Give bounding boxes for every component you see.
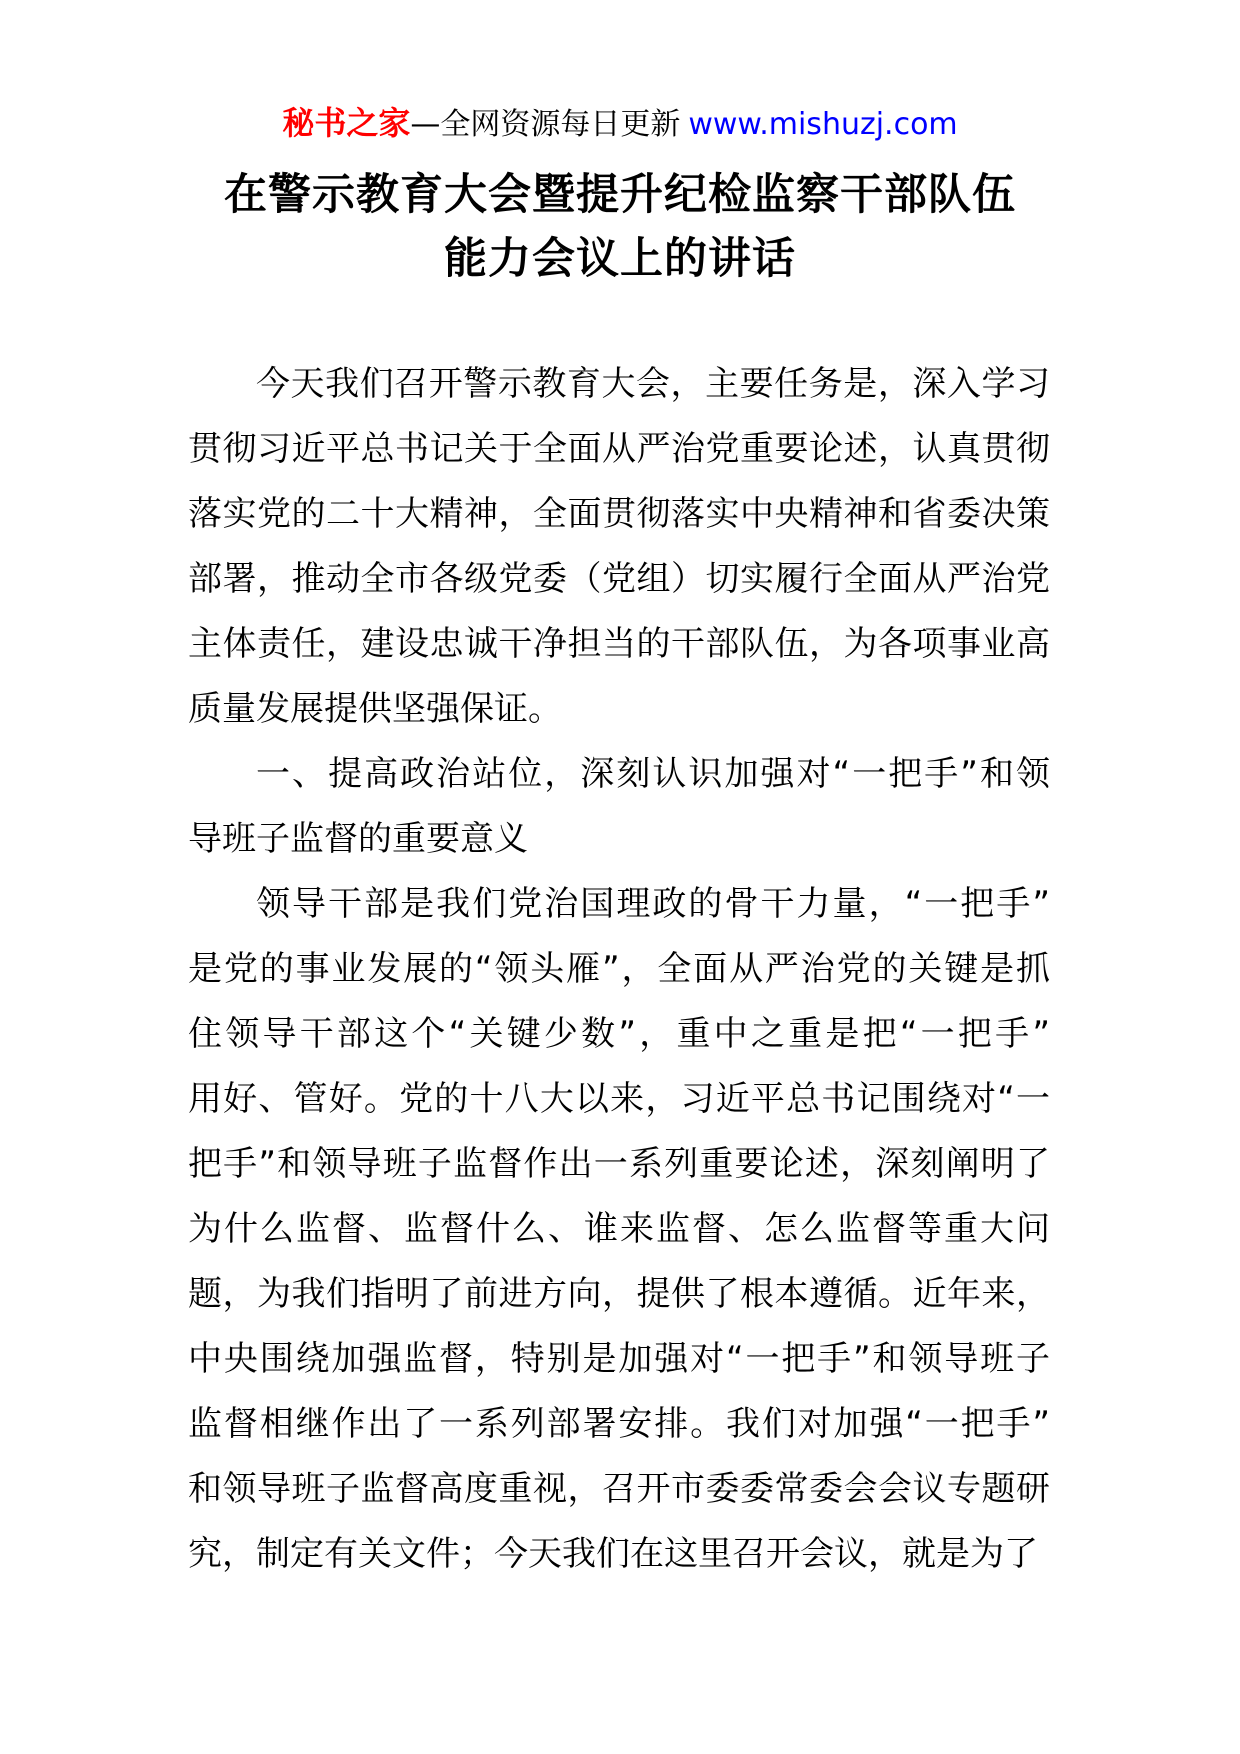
- section-paragraph-line: 监督相继作出了一系列部署安排。我们对加强“一把手”: [188, 1404, 1050, 1444]
- section-paragraph-line: 把手”和领导班子监督作出一系列重要论述，深刻阐明了: [188, 1144, 1050, 1184]
- section-paragraph-line: 是党的事业发展的“领头雁”，全面从严治党的关键是抓: [188, 949, 1050, 989]
- site-brand: 秘书之家: [282, 104, 411, 142]
- site-url: www.mishuzj.com: [688, 107, 958, 142]
- intro-paragraph-line: 贯彻习近平总书记关于全面从严治党重要论述，认真贯彻: [188, 429, 1050, 469]
- section-paragraph-line: 为什么监督、监督什么、谁来监督、怎么监督等重大问: [188, 1209, 1050, 1249]
- section-heading-line: 导班子监督的重要意义: [188, 819, 528, 859]
- section-paragraph-line: 究，制定有关文件；今天我们在这里召开会议，就是为了: [188, 1534, 1038, 1574]
- document-title-line: 能力会议上的讲话: [444, 234, 796, 284]
- site-banner: [0, 103, 1240, 143]
- section-heading-line: 一、提高政治站位，深刻认识加强对“一把手”和领: [256, 754, 1050, 794]
- document-title-line: 在警示教育大会暨提升纪检监察干部队伍: [224, 170, 1016, 220]
- intro-paragraph-line: 部署，推动全市各级党委（党组）切实履行全面从严治党: [188, 559, 1050, 599]
- intro-paragraph-line: 主体责任，建设忠诚干净担当的干部队伍，为各项事业高: [188, 624, 1050, 664]
- section-paragraph-line: 住领导干部这个“关键少数”，重中之重是把“一把手”: [188, 1014, 1050, 1054]
- document-title: [0, 163, 1240, 291]
- document-body: [188, 352, 1050, 1587]
- intro-paragraph-line: 质量发展提供坚强保证。: [188, 689, 562, 729]
- section-paragraph-line: 领导干部是我们党治国理政的骨干力量，“一把手”: [256, 884, 1050, 924]
- section-paragraph-line: 和领导班子监督高度重视，召开市委委常委会会议专题研: [188, 1469, 1050, 1509]
- intro-paragraph-line: 今天我们召开警示教育大会，主要任务是，深入学习: [256, 364, 1050, 404]
- intro-paragraph-line: 落实党的二十大精神，全面贯彻落实中央精神和省委决策: [188, 494, 1050, 534]
- section-paragraph: [188, 872, 1050, 1587]
- section-heading: [188, 742, 1050, 872]
- site-tagline: —全网资源每日更新: [410, 107, 681, 142]
- section-paragraph-line: 中央围绕加强监督，特别是加强对“一把手”和领导班子: [188, 1339, 1050, 1379]
- section-paragraph-line: 用好、管好。党的十八大以来，习近平总书记围绕对“一: [188, 1079, 1050, 1119]
- section-paragraph-line: 题，为我们指明了前进方向，提供了根本遵循。近年来，: [188, 1274, 1050, 1314]
- intro-paragraph: [188, 352, 1050, 742]
